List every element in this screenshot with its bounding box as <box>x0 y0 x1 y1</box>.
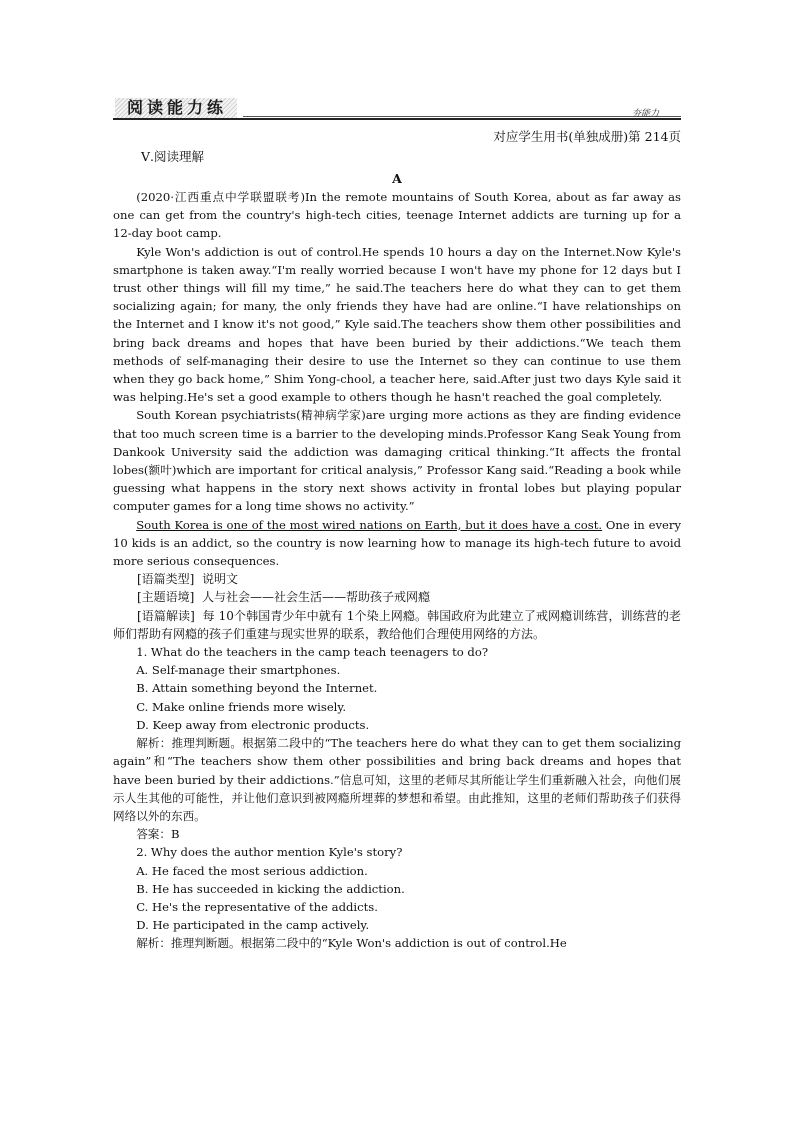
question-2-option-b: B. He has succeeded in kicking the addiction. <box>136 881 405 896</box>
book-reference: 对应学生用书(单独成册)第 214页 <box>493 129 681 144</box>
question-2-analysis: 解析：推理判断题。根据第二段中的“Kyle Won's addiction is out of control.He <box>136 936 567 951</box>
tag-theme <box>113 588 681 606</box>
tag-type-label: [语篇类型] <box>137 572 195 587</box>
question-1-answer: 答案：B <box>136 827 180 842</box>
header-rule <box>113 118 681 120</box>
question-1-stem: 1. What do the teachers in the camp teach teenagers to do? <box>136 645 489 660</box>
question-2-option-c: C. He's the representative of the addicts. <box>136 899 378 914</box>
tag-type <box>113 570 681 588</box>
tag-reading-label: [语篇解读] <box>137 608 195 623</box>
tag-theme-value: 人与社会——社会生活——帮助孩子戒网瘾 <box>202 590 431 605</box>
question-1-analysis: 解析：推理判断题。根据第二段中的“The teachers here do what they can to get them socializing again”和“The teachers show them other possibilities and bring back dreams and hopes that have been buried by their addictions.”信息可知，这里的老师尽其所能让学生们重新融入社会，向他们展示人生其他的可能性，并让他们意识到被网瘾所埋葬的梦想和希望。由此推知，这里的老师们帮助孩子们获得网络以外的东西。 <box>113 736 681 823</box>
question-2-stem: 2. Why does the author mention Kyle's story? <box>136 845 403 860</box>
header-bar <box>113 96 681 120</box>
tag-reading-value: 每 10个韩国青少年中就有 1个染上网瘾。韩国政府为此建立了戒网瘾训练营，训练营的老师们帮助有网瘾的孩子们重建与现实世界的联系，教给他们合理使用网络的方法。 <box>113 608 681 641</box>
passage-label: A <box>392 171 402 186</box>
question-1-option-b: B. Attain something beyond the Internet. <box>136 681 378 696</box>
paragraph-rest: One in every 10 kids is an addict, so the country is now learning how to manage its high-tech future to avoid more serious consequences. <box>113 517 681 569</box>
section-title: 阅读能力练 <box>115 98 237 118</box>
tag-reading <box>113 607 681 643</box>
passage-paragraph-1: (2020·江西重点中学联盟联考)In the remote mountains of South Korea, about as far away as one can get from the country's high-tech cities, teenage Internet addicts are turning up for a 12-day boot camp. <box>113 190 681 241</box>
question-2-option-a: A. He faced the most serious addiction. <box>136 863 368 878</box>
question-1-option-a: A. Self-manage their smartphones. <box>136 663 341 678</box>
section-heading: Ⅴ.阅读理解 <box>141 149 205 164</box>
page <box>113 96 681 953</box>
header-rule-thin <box>243 116 681 117</box>
question-1-option-c: C. Make online friends more wisely. <box>136 699 347 714</box>
underlined-sentence: South Korea is one of the most wired nations on Earth, but it does have a cost. <box>136 517 603 532</box>
header-right-note: 夯能力 <box>631 109 659 119</box>
passage-paragraph-3: South Korean psychiatrists(精神病学家)are urging more actions as they are finding evidence that too much screen time is a barrier to the developing minds.Professor Kang Seak Young from Dankook University said the addiction was damaging critical thinking.“It affects the frontal lobes(额叶)which are important for critical analysis,” Professor Kang said.“Reading a book while guessing what happens in the story next shows activity in frontal lobes but playing popular computer games for a long time shows no activity.” <box>113 408 681 514</box>
tag-theme-label: [主题语境] <box>137 590 195 605</box>
tag-type-value: 说明文 <box>202 572 239 587</box>
question-2-option-d: D. He participated in the camp actively. <box>136 918 370 933</box>
passage-paragraph-2: Kyle Won's addiction is out of control.He spends 10 hours a day on the Internet.Now Kyle's smartphone is taken away.“I'm really worried because I won't have my phone for 12 days but I trust other things will fill my time,” he said.The teachers here do what they can to get them socializing again; for many, the only friends they have had are online.“I have relationships on the Internet and I know it's not good,” Kyle said.The teachers show them other possibilities and bring back dreams and hopes that have been buried by their addictions.“We teach them methods of self-managing their desire to use the Internet so they can continue to use them when they go back home,” Shim Yong-chool, a teacher here, said.After just two days Kyle said it was helping.He's set a good example to others though he hasn't reached the goal completely. <box>113 244 681 405</box>
passage-paragraph-4 <box>113 516 681 571</box>
question-1-option-d: D. Keep away from electronic products. <box>136 717 370 732</box>
